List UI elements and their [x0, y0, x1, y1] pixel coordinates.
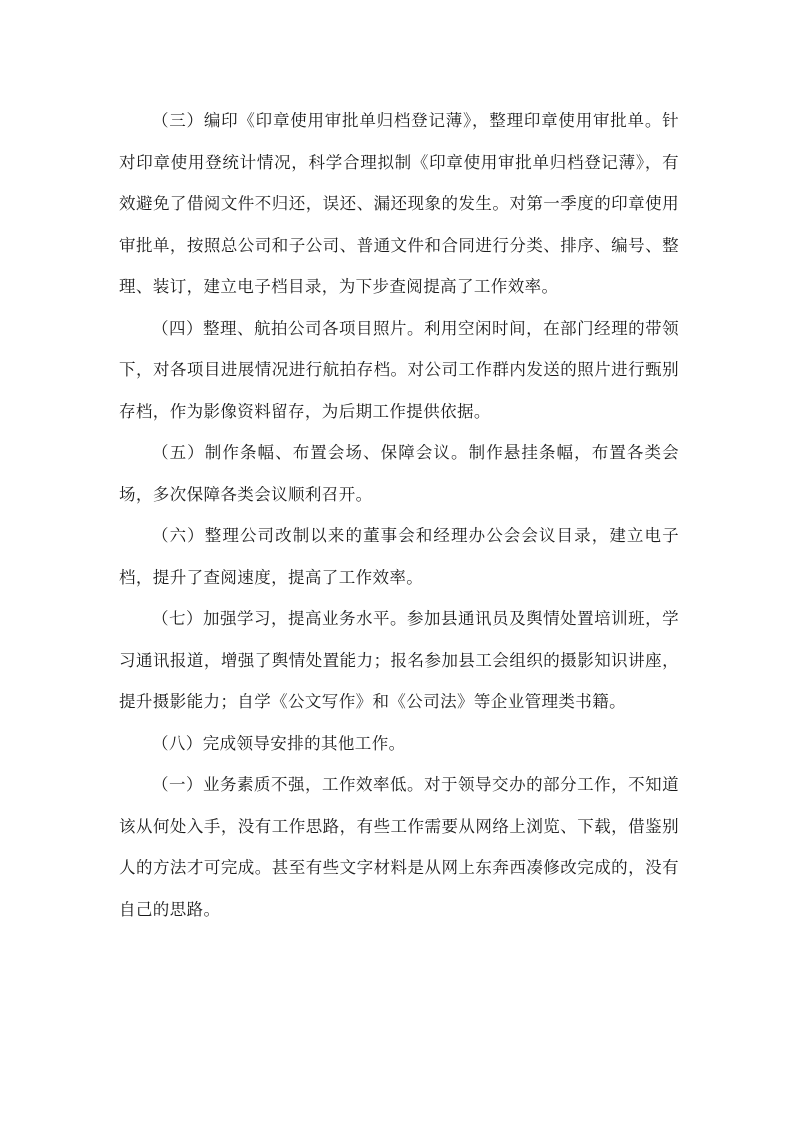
paragraph-item-6: （六）整理公司改制以来的董事会和经理办公会会议目录，建立电子档，提升了查阅速度，提高了工作效率。	[119, 526, 679, 587]
paragraph-item-8: （八）完成领导安排的其他工作。	[152, 733, 406, 753]
paragraph-item-7: （七）加强学习，提高业务水平。参加县通讯员及舆情处置培训班，学习通讯报道，增强了舆情处置能力；报名参加县工会组织的摄影知识讲座，提升摄影能力；自学《公文写作》和《公司法》等企业管理类书籍。	[119, 609, 679, 711]
paragraph-item-4: （四）整理、航拍公司各项目照片。利用空闲时间，在部门经理的带领下，对各项目进展情况进行航拍存档。对公司工作群内发送的照片进行甄别存档，作为影像资料留存，为后期工作提供依据。	[119, 318, 679, 421]
paragraph-item-3: （三）编印《印章使用审批单归档登记薄》，整理印章使用审批单。针对印章使用登统计情况，科学合理拟制《印章使用审批单归档登记薄》，有效避免了借阅文件不归还，误还、漏还现象的发生。对第一季度的印章使用审批单，按照总公司和子公司、普通文件和合同进行分类、排序、编号、整理、装订，建立电子档目录，为下步查阅提高了工作效率。	[119, 111, 679, 296]
document-page	[119, 100, 679, 930]
paragraph-problem-1: （一）业务素质不强，工作效率低。对于领导交办的部分工作，不知道该从何处入手，没有工作思路，有些工作需要从网络上浏览、下载，借鉴别人的方法才可完成。甚至有些文字材料是从网上东奔西凑修改完成的，没有自己的思路。	[119, 775, 679, 919]
paragraph-item-5: （五）制作条幅、布置会场、保障会议。制作悬挂条幅，布置各类会场，多次保障各类会议顺利召开。	[119, 443, 679, 504]
